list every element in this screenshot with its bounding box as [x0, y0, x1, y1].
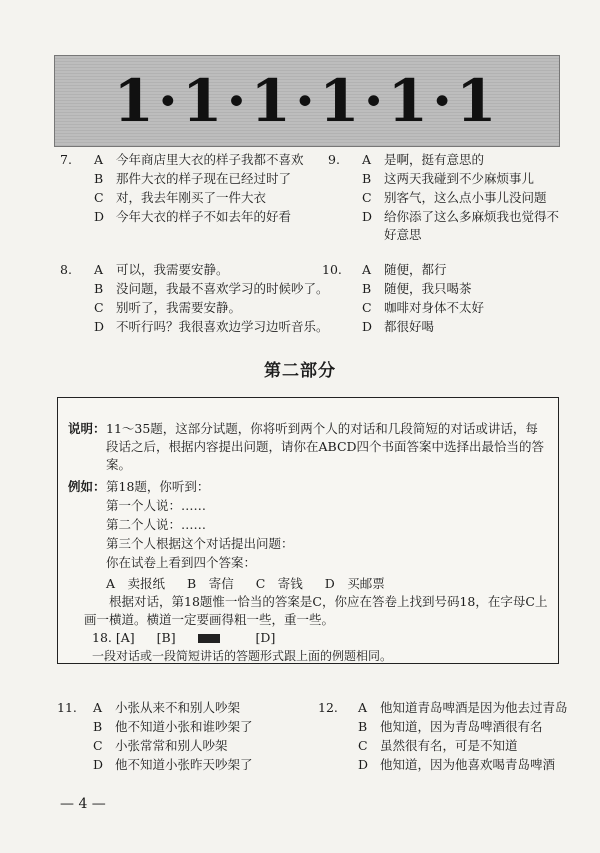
example-choices: [106, 574, 403, 592]
question-number: 11.: [57, 700, 77, 715]
option-c: C 别客气，这么点小事儿没问题: [362, 190, 547, 205]
option-b: B 他不知道小张和谁吵架了: [93, 719, 253, 734]
question-number: 12.: [318, 700, 338, 715]
option-c: C 咖啡对身体不太好: [362, 300, 485, 315]
choice: A 卖报纸: [106, 576, 166, 591]
option-a: A 他知道青岛啤酒是因为他去过青岛: [358, 700, 568, 715]
example-explanation: 根据对话，第18题惟一恰当的答案是C，你应在答卷上找到号码18，在字母C上画一横道。横道一定要画得粗一些，重一些。: [84, 594, 548, 627]
example-label: 例如：: [68, 479, 106, 494]
example-closing: 一段对话或一段简短讲话的答题形式跟上面的例题相同。: [92, 649, 393, 663]
answer-d: [D]: [255, 630, 276, 645]
option-d: D 今年大衣的样子不如去年的好看: [94, 209, 292, 224]
choice: C 寄钱: [255, 576, 303, 591]
option-b: B 那件大衣的样子现在已经过时了: [94, 171, 292, 186]
answer-sheet-example: [92, 630, 293, 645]
question-number: 10.: [322, 262, 342, 277]
option-c: C 对，我去年刚买了一件大衣: [94, 190, 267, 205]
option-d: D 给你添了这么多麻烦我也觉得不好意思: [362, 209, 560, 242]
option-c: C 别听了，我需要安静。: [94, 300, 242, 315]
option-d: D 他不知道小张昨天吵架了: [93, 757, 253, 772]
option-b: B 这两天我碰到不少麻烦事儿: [362, 171, 535, 186]
option-a: A 今年商店里大衣的样子我都不喜欢: [94, 152, 304, 167]
example-line: 你在试卷上看到四个答案：: [106, 555, 257, 570]
option-a: A 是啊，挺有意思的: [362, 152, 485, 167]
answer-b: [B]: [156, 630, 176, 645]
example-line: 第一个人说：……: [106, 498, 207, 513]
section-title: 第二部分: [264, 361, 336, 381]
page-banner: [54, 55, 560, 147]
question-number: 8.: [60, 262, 72, 277]
option-b: B 随便，我只喝茶: [362, 281, 472, 296]
answer-c-marked: [198, 634, 220, 643]
option-a: A 可以，我需要安静。: [94, 262, 229, 277]
option-a: A 随便，都行: [362, 262, 447, 277]
option-c: C 虽然很有名，可是不知道: [358, 738, 518, 753]
question-number: 7.: [60, 152, 72, 167]
example-line: 第三个人根据这个对话提出问题：: [106, 536, 294, 551]
option-b: B 他知道，因为青岛啤酒很有名: [358, 719, 543, 734]
answer-a: 18. [A]: [92, 630, 135, 645]
choice: B 寄信: [187, 576, 234, 591]
instruction-box: [57, 397, 559, 664]
choice: D 买邮票: [324, 576, 385, 591]
question-number: 9.: [328, 152, 340, 167]
option-d: D 不听行吗？我很喜欢边学习边听音乐。: [94, 319, 329, 334]
option-a: A 小张从来不和别人吵架: [93, 700, 241, 715]
option-c: C 小张常常和别人吵架: [93, 738, 228, 753]
option-b: B 没问题，我最不喜欢学习的时候吵了。: [94, 281, 329, 296]
instructions-text: 11～35题，这部分试题，你将听到两个人的对话和几段简短的对话或讲话，每段话之后，根据内容提出问题，请你在ABCD四个书面答案中选择出最恰当的答案。: [106, 421, 545, 472]
instructions-label: 说明：: [68, 421, 106, 436]
page-number: — 4 —: [60, 796, 106, 812]
example-line: 第二个人说：……: [106, 517, 207, 532]
banner-text: 1·1·1·1·1·1: [113, 67, 501, 135]
option-d: D 他知道，因为他喜欢喝青岛啤酒: [358, 757, 556, 772]
option-d: D 都很好喝: [362, 319, 435, 334]
example-line: 第18题，你听到：: [106, 479, 210, 494]
